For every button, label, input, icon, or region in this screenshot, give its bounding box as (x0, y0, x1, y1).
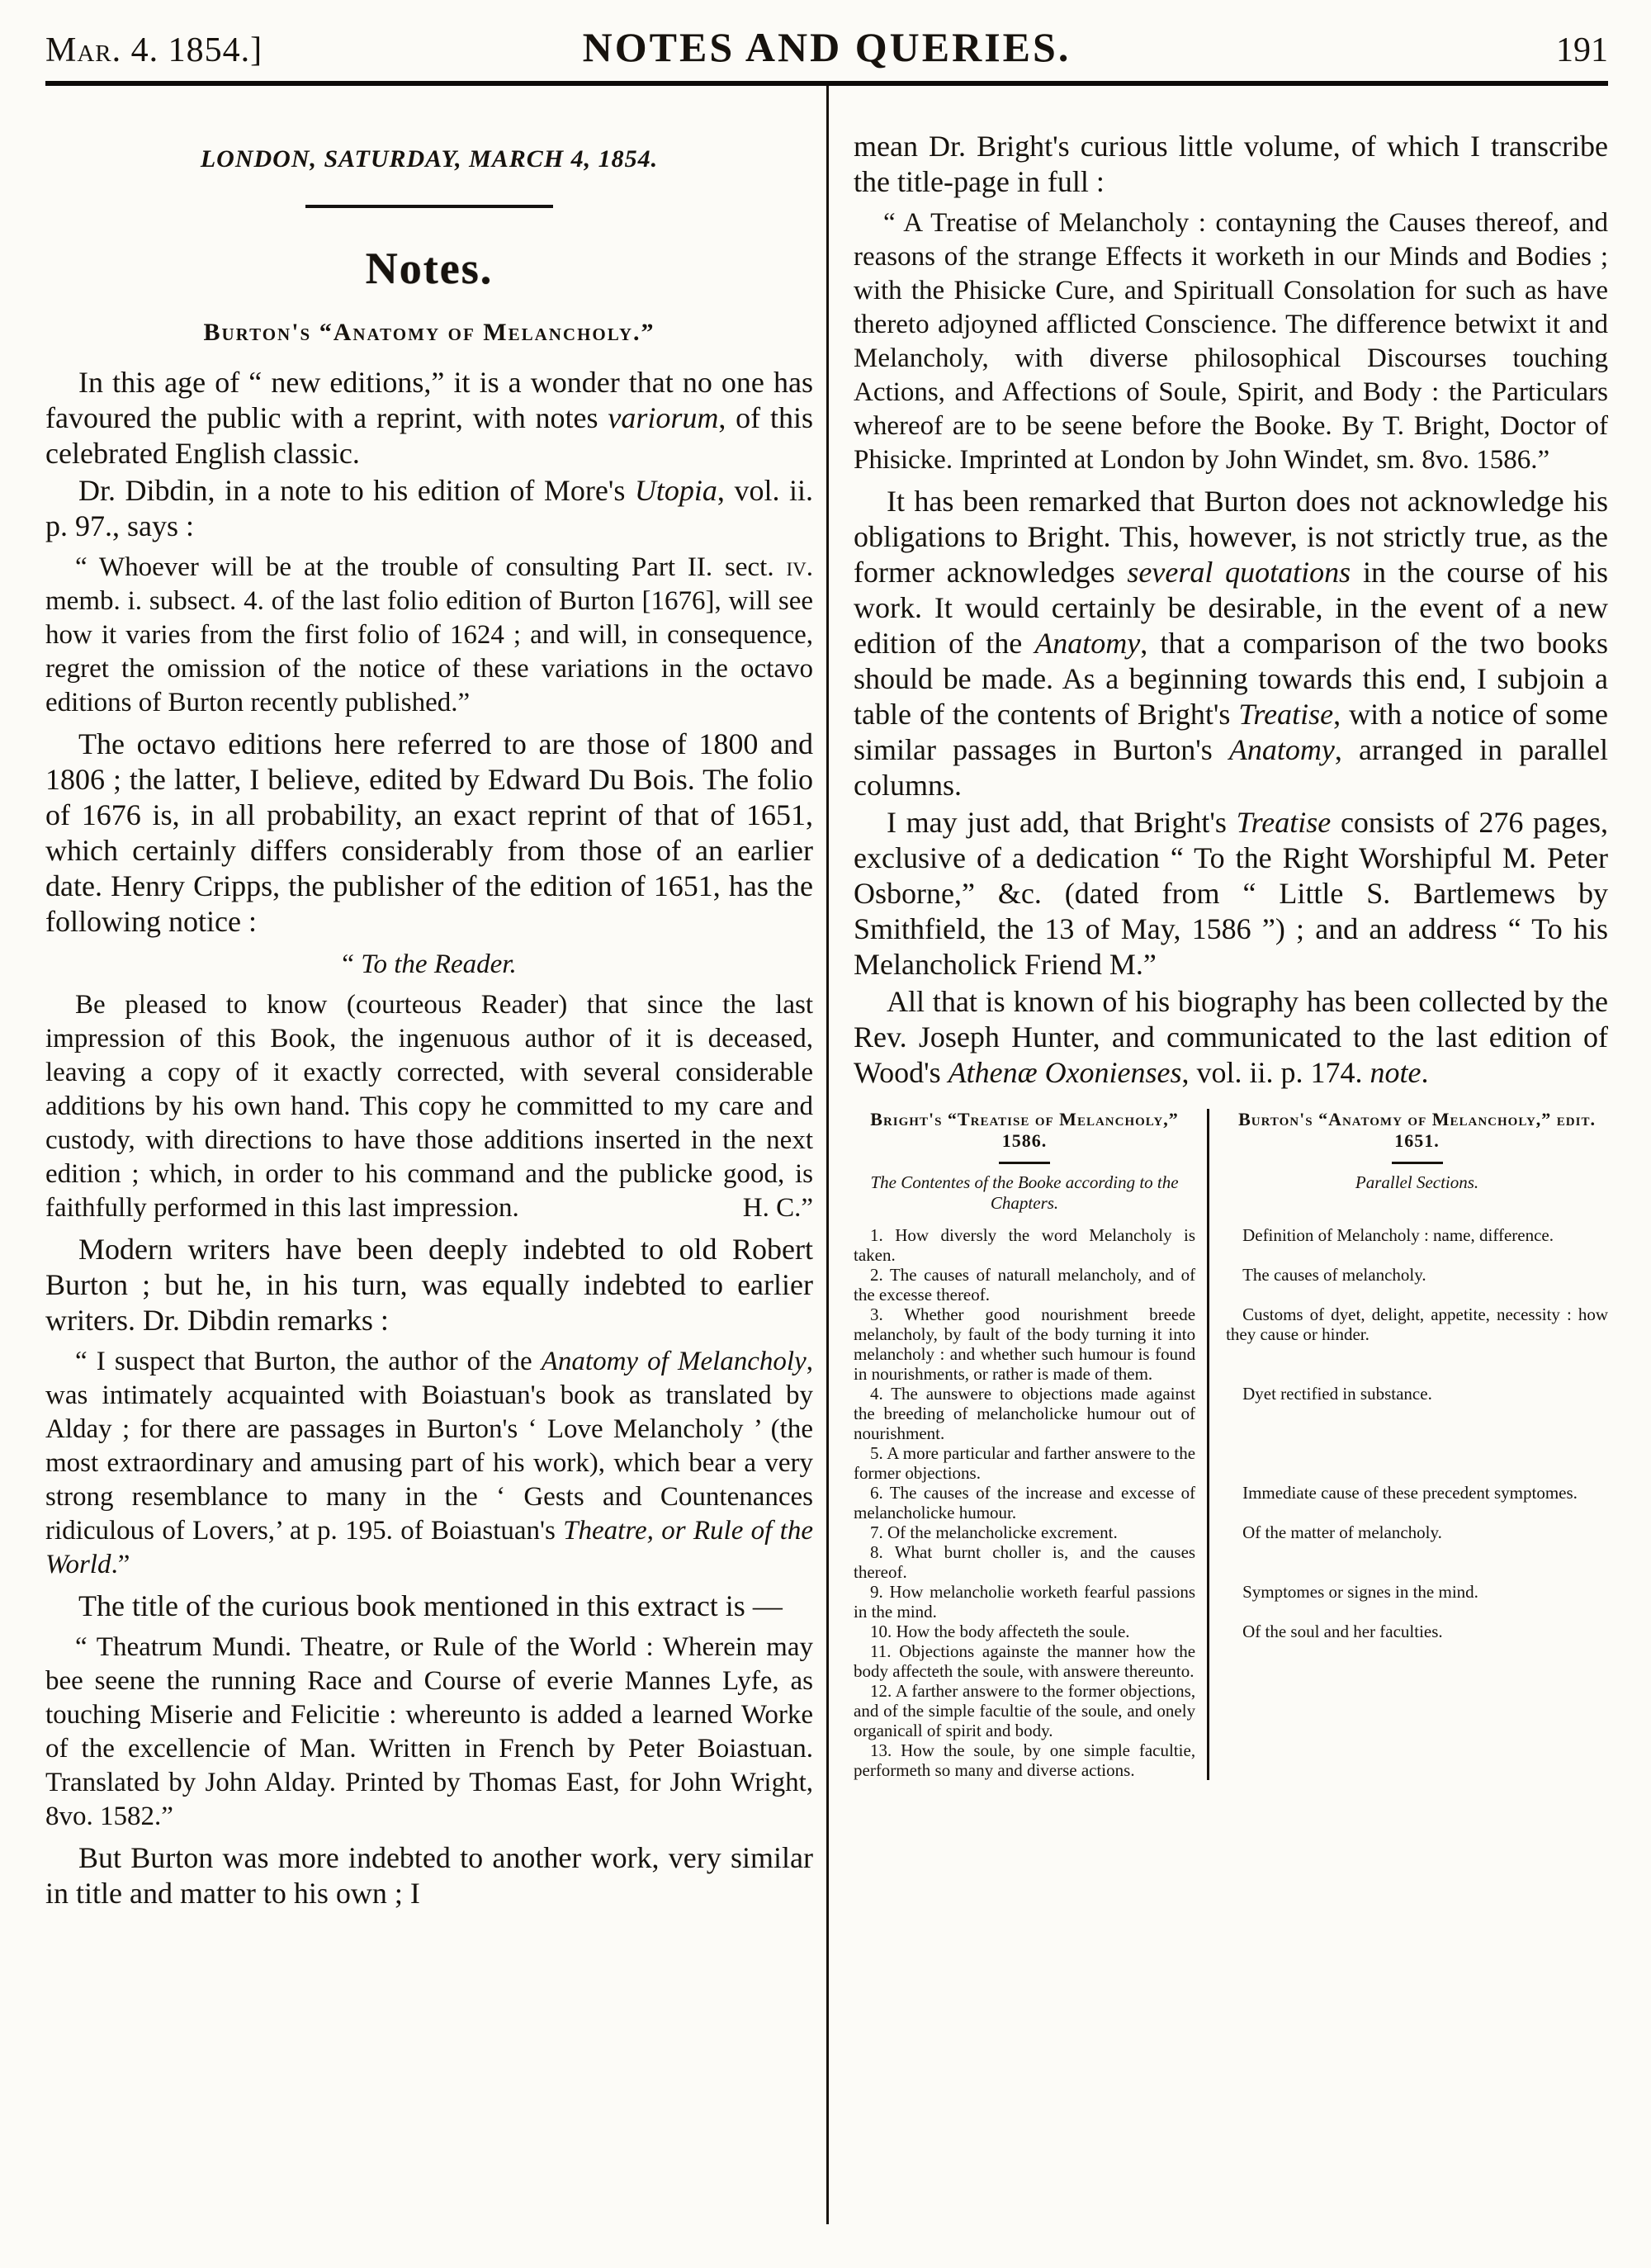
theatrum-quote: “ Theatrum Mundi. Theatre, or Rule of the World : Wherein may bee seene the running Race and Course of everie Mannes Lyfe, as touching Miserie and Felicitie : whereunto is added a learned Worke of the excellencie of Man. Written in French by Peter Boiastuan. Translated by John Alday. Printed by Thomas East, for John Wright, 8vo. 1582.” (45, 1632, 813, 1831)
paragraph-text: In this age of “ new editions,” it is a wonder that no one has favoured the public with a reprint, with notes variorum, of this celebrated English classic. (45, 366, 813, 470)
table-header-cell-left (854, 1109, 1209, 1225)
parallel-section-entry: Dyet rectified in substance. (1242, 1384, 1432, 1404)
masthead-date: Mar. 4. 1854.] (45, 31, 263, 69)
table-cell-right (1209, 1622, 1608, 1641)
paragraph-text: Be pleased to know (courteous Reader) that since the last impression of this Book, the ingenuous author of it is deceased, leaving a copy of it exactly corrected, with several considerable additions by his own hand. This copy he committed to my care and custody, with directions to have those additions inserted in the next edition ; which, in order to his command and the publicke good, is faithfully performed in this last impression. (45, 990, 813, 1223)
columns (45, 86, 1608, 2224)
parallel-section-entry: Immediate cause of these precedent symptomes. (1242, 1483, 1578, 1503)
paragraph-text: “ I suspect that Burton, the author of the Anatomy of Melancholy, was intimately acquainted with Boiastuan's book as translated by Alday ; for there are passages in Burton's ‘ Love Melancholy ’ (the most extraordinary and amusing part of his work), which bear a very strong resemblance to many in the ‘ Gests and Countenances ridiculous of Lovers,’ at p. 195. of Boiastuan's Theatre, or Rule of the World.” (45, 1347, 813, 1579)
paragraph-text: All that is known of his biography has been collected by the Rev. Joseph Hunter, and communicated to the last edition of Wood's Athenæ Oxonienses, vol. ii. p. 174. note. (854, 985, 1608, 1089)
table-cell-right (1209, 1443, 1608, 1483)
table-row (854, 1681, 1608, 1740)
chapter-entry: 11. Objections againste the manner how the body affecteth the soule, with answere thereunto. (854, 1641, 1196, 1681)
table-cell-left (854, 1265, 1209, 1304)
parallel-section-entry: Symptomes or signes in the mind. (1242, 1582, 1478, 1602)
reader-quote-heading (45, 948, 813, 982)
table-right-header-rule (1392, 1162, 1443, 1164)
intro-paragraph (45, 365, 813, 471)
table-cell-right (1209, 1542, 1608, 1582)
table-row (854, 1622, 1608, 1641)
article-heading: Burton's “Anatomy of Melancholy.” (203, 319, 655, 346)
table-row (854, 1443, 1608, 1483)
table-cell-left (854, 1304, 1209, 1384)
chapter-entry: 6. The causes of the increase and excesse of melancholicke humour. (854, 1483, 1196, 1522)
masthead (45, 23, 1608, 71)
bright-volume-paragraph: mean Dr. Bright's curious little volume, of which I transcribe the title-page in full : (854, 130, 1608, 198)
table-cell-left (854, 1483, 1209, 1522)
chapter-entry: 10. How the body affecteth the soule. (870, 1622, 1130, 1641)
dibdin-paragraph (45, 473, 813, 544)
dateline-rule (305, 205, 553, 208)
table-right-subheader: Parallel Sections. (1355, 1172, 1479, 1192)
table-cell-left (854, 1681, 1209, 1740)
parallel-section-entry: The causes of melancholy. (1242, 1265, 1426, 1285)
table-cell-left (854, 1443, 1209, 1483)
chapter-entry: 4. The aunswere to objections made against the breeding of melancholicke humour out of nourishment. (854, 1384, 1196, 1443)
reader-quote (45, 988, 813, 1225)
table-row (854, 1225, 1608, 1265)
remarked-paragraph (854, 484, 1608, 803)
comparison-table-body (854, 1225, 1608, 1780)
chapter-entry: 1. How diversly the word Melancholy is taken. (854, 1225, 1196, 1265)
table-left-subheader: The Contentes of the Booke according to the Chapters. (870, 1172, 1179, 1213)
table-cell-left (854, 1384, 1209, 1443)
comparison-table (854, 1109, 1608, 1780)
table-row (854, 1542, 1608, 1582)
table-row (854, 1582, 1608, 1622)
table-cell-right (1209, 1582, 1608, 1622)
table-cell-right (1209, 1681, 1608, 1740)
table-row (854, 1522, 1608, 1542)
octavo-paragraph: The octavo editions here referred to are those of 1800 and 1806 ; the latter, I believe, edited by Edward Du Bois. The folio of 1676 is, in all probability, an exact reprint of that of 1651, which certainly differs considerably from those of an earlier date. Henry Cripps, the publisher of the edition of 1651, has the following notice : (45, 727, 813, 938)
masthead-title: NOTES AND QUERIES. (582, 24, 1071, 70)
curious-book-paragraph: The title of the curious book mentioned in this extract is — (78, 1589, 783, 1622)
paragraph-text: Dr. Dibdin, in a note to his edition of More's Utopia, vol. ii. p. 97., says : (45, 474, 814, 542)
table-cell-left (854, 1225, 1209, 1265)
paragraph-text: “ Whoever will be at the trouble of consulting Part II. sect. iv. memb. i. subsect. 4. of the last folio edition of Burton [1676], will see how it varies from the first folio of 1624 ; and will, in consequence, regret the omission of the notice of these variations in the octavo editions of Burton recently published.” (45, 552, 813, 717)
modern-writers-paragraph: Modern writers have been deeply indebted to old Robert Burton ; but he, in his turn, was equally indebted to earlier writers. Dr. Dibdin remarks : (45, 1233, 813, 1337)
table-row (854, 1384, 1608, 1443)
table-cell-right (1209, 1225, 1608, 1265)
paragraph-text: I may just add, that Bright's Treatise consists of 276 pages, exclusive of a dedication “ To the Right Worshipful M. Peter Osborne,” &c. (dated from “ Little S. Bartlemews by Smithfield, the 13 of May, 1586 ”) ; and an address “ To his Melancholick Friend M.” (854, 806, 1608, 981)
table-cell-left (854, 1641, 1209, 1681)
paragraph-text: “ To the Reader. (342, 949, 517, 979)
table-cell-right (1209, 1740, 1608, 1780)
table-cell-right (1209, 1522, 1608, 1542)
table-cell-left (854, 1740, 1209, 1780)
table-cell-right (1209, 1641, 1608, 1681)
table-row (854, 1304, 1608, 1384)
add-paragraph (854, 805, 1608, 982)
chapter-entry: 2. The causes of naturall melancholy, and of the excesse thereof. (854, 1265, 1196, 1304)
chapter-entry: 8. What burnt choller is, and the causes thereof. (854, 1542, 1196, 1582)
dateline: LONDON, SATURDAY, MARCH 4, 1854. (200, 145, 659, 173)
reader-signature: H. C.” (742, 1193, 813, 1223)
masthead-page-number: 191 (1556, 31, 1608, 69)
chapter-entry: 9. How melancholie worketh fearful passions in the mind. (854, 1582, 1196, 1622)
parallel-section-entry: Customs of dyet, delight, appetite, necessity : how they cause or hinder. (1226, 1304, 1608, 1344)
column-right (826, 86, 1608, 2224)
table-row (854, 1641, 1608, 1681)
table-cell-left (854, 1522, 1209, 1542)
parallel-section-entry: Of the matter of melancholy. (1242, 1522, 1442, 1542)
table-cell-right (1209, 1304, 1608, 1384)
biography-paragraph (854, 984, 1608, 1091)
suspect-quote (45, 1345, 813, 1582)
chapter-entry: 5. A more particular and farther answere to the former objections. (854, 1443, 1196, 1483)
comparison-table-head (854, 1109, 1608, 1225)
chapter-entry: 7. Of the melancholicke excrement. (870, 1522, 1118, 1542)
paragraph-text: It has been remarked that Burton does not acknowledge his obligations to Bright. This, however, is not strictly true, as the former acknowledges several quotations in the course of his work. It would certainly be desirable, in the event of a new edition of the Anatomy, that a comparison of the two books should be made. As a beginning towards this end, I subjoin a table of the contents of Bright's Treatise, with a notice of some similar passages in Burton's Anatomy, arranged in parallel columns. (854, 485, 1609, 802)
table-cell-right (1209, 1265, 1608, 1304)
table-row (854, 1265, 1608, 1304)
chapter-entry: 12. A farther answere to the former objections, and of the simple facultie of the soule, and onely organicall of spirit and body. (854, 1681, 1196, 1740)
table-left-header: Bright's “Treatise of Melancholy,” 1586. (870, 1109, 1179, 1151)
column-left (45, 86, 826, 2224)
chapter-entry: 3. Whether good nourishment breede melancholy, by fault of the body turning it into melancholy : and whether such humour is found in nourishments, or rather is made of them. (854, 1304, 1196, 1384)
table-cell-right (1209, 1483, 1608, 1522)
table-row (854, 1483, 1608, 1522)
table-cell-left (854, 1542, 1209, 1582)
chapter-entry: 13. How the soule, by one simple facultie, performeth so many and diverse actions. (854, 1740, 1196, 1780)
table-row (854, 1740, 1608, 1780)
table-left-header-rule (999, 1162, 1050, 1164)
table-cell-left (854, 1622, 1209, 1641)
treatise-title-quote: “ A Treatise of Melancholy : contayning the Causes thereof, and reasons of the strange Effects it worketh in our Minds and Bodies ; with the Phisicke Cure, and Spirituall Consolation for such as have thereto adjoyned afflicted Conscience. The difference betwixt it and Melancholy, with diverse philosophical Discourses touching Actions, and Affections of Soule, Spirit, and Body : the Particulars whereof are to be seene before the Booke. By T. Bright, Doctor of Phisicke. Imprinted at London by John Windet, sm. 8vo. 1586.” (854, 208, 1608, 475)
whoever-quote (45, 551, 813, 720)
section-heading-notes: Notes. (365, 244, 494, 293)
table-cell-right (1209, 1384, 1608, 1443)
parallel-section-entry: Of the soul and her faculties. (1242, 1622, 1443, 1641)
parallel-section-entry: Definition of Melancholy : name, difference. (1242, 1225, 1554, 1245)
table-right-header: Burton's “Anatomy of Melancholy,” edit. 1651. (1238, 1109, 1596, 1151)
table-cell-left (854, 1582, 1209, 1622)
but-burton-paragraph: But Burton was more indebted to another work, very similar in title and matter to his own ; I (45, 1841, 813, 1910)
table-header-cell-right (1209, 1109, 1608, 1225)
